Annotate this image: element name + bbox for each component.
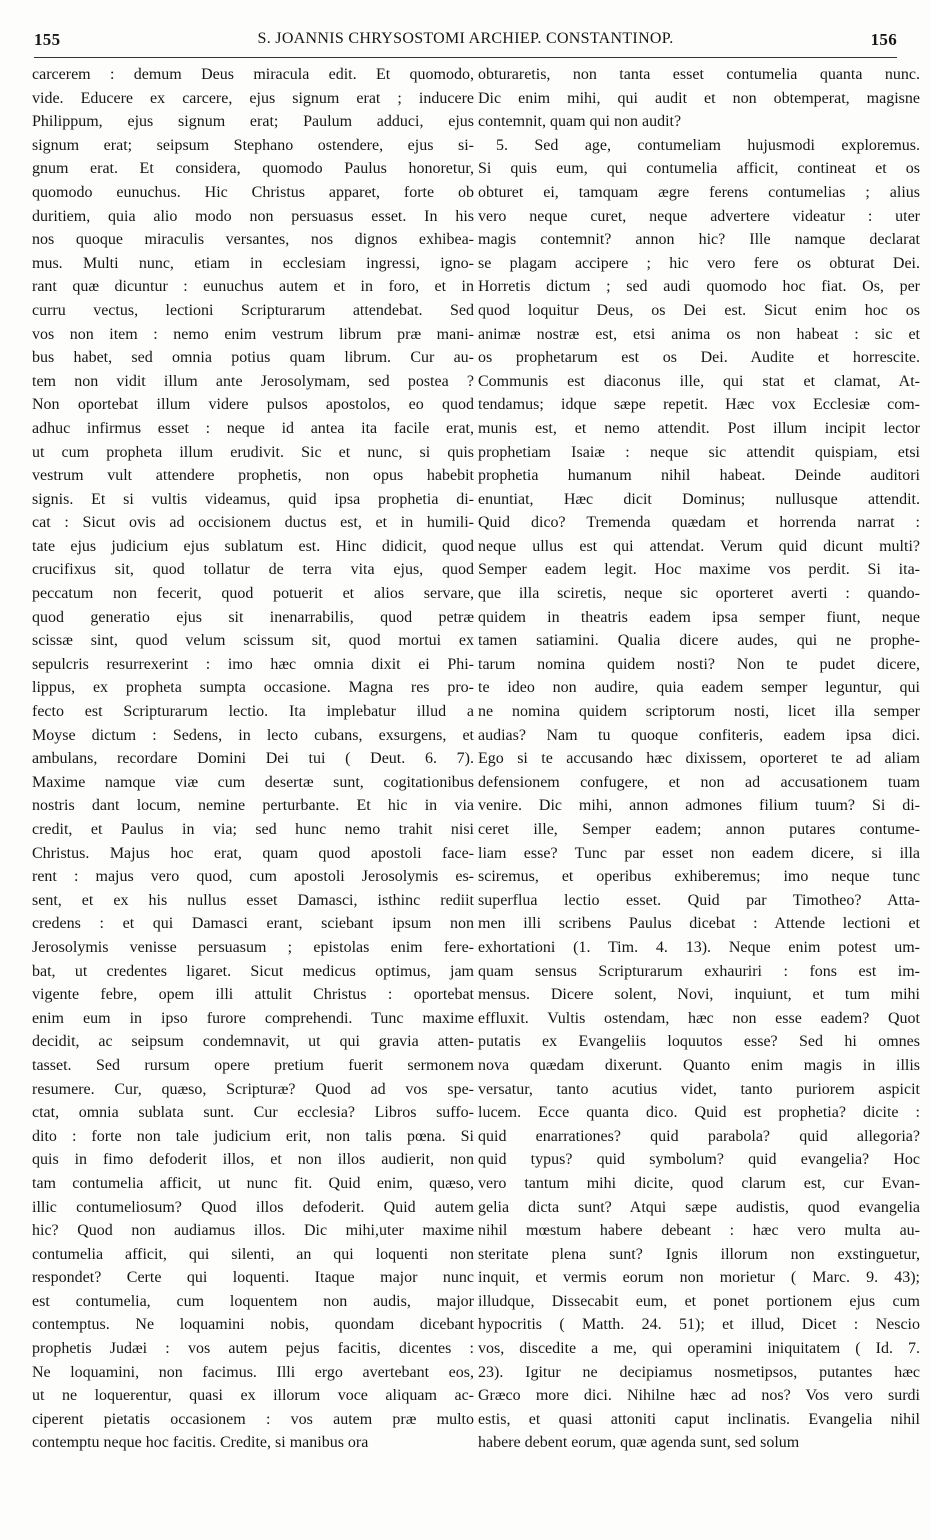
text-line: inquit, et vermis eorum non morietur ( Marc. 9. 43); bbox=[478, 1269, 920, 1287]
text-line: Philippum, ejus signum erat; Paulum adduci, ejus bbox=[32, 113, 474, 131]
text-line: tem non vidit illum ante Jerosolymam, sed postea ? bbox=[32, 372, 474, 390]
text-line: liam esse? Tunc par esset non eadem dicere, si illa bbox=[478, 844, 920, 862]
text-line: bat, ut credentes ligaret. Sicut medicus optimus, jam bbox=[32, 962, 474, 980]
text-line: Jerosolymis venisse persuasum ; epistolas enim fere- bbox=[32, 938, 474, 956]
text-line: quod generatio ejus sit inenarrabilis, quod petræ bbox=[32, 608, 474, 626]
text-line: est contumelia, cum loquentem non audis, major bbox=[32, 1292, 474, 1310]
text-line: duritiem, quia alio modo non persuasus esset. In his bbox=[32, 207, 474, 225]
text-line: enim eum in ipso furore comprehendi. Tunc maxime bbox=[32, 1009, 474, 1027]
text-line: audias? Nam tu quoque confiteris, eadem ipsa dici. bbox=[478, 726, 920, 744]
text-line: scissæ sint, quod velum scissum sit, quod mortui ex bbox=[32, 632, 474, 650]
running-header bbox=[34, 30, 897, 54]
text-line: versatur, tanto acutius videt, tanto puriorem aspicit bbox=[478, 1080, 920, 1098]
text-line: venire. Dic mihi, annon admones filium tuum? Si di- bbox=[478, 797, 920, 815]
text-line: mus. Multi nunc, etiam in ecclesiam ingressi, igno- bbox=[32, 254, 474, 272]
text-line: decidit, ac seipsum condemnavit, ut qui gravia atten- bbox=[32, 1033, 474, 1051]
text-line: contemptus. Ne loquamini nobis, quondam dicebant bbox=[32, 1316, 474, 1334]
text-line: prophetia humanum nihil habeat. Deinde auditori bbox=[478, 467, 920, 485]
text-line: cat : Sicut ovis ad occisionem ductus est, et in humili- bbox=[32, 514, 474, 532]
text-line: putatis ex Evangeliis loquutos esse? Sed hi omnes bbox=[478, 1033, 920, 1051]
text-line: prophetis Judæi : vos autem pejus facitis, dicentes : bbox=[32, 1340, 474, 1358]
text-line: vos non item : nemo enim vestrum librum præ mani- bbox=[32, 325, 474, 343]
text-line: contemnit, quam qui non audit? bbox=[478, 113, 682, 131]
text-line: estis, et quasi attoniti caput inclinatis. Evangelia nihil bbox=[478, 1410, 920, 1428]
text-line: ne nomina quidem scriptorum nosti, licet illa semper bbox=[478, 703, 920, 721]
text-line: exhortationi (1. Tim. 4. 13). Neque enim potest um- bbox=[478, 938, 920, 956]
text-line: mensus. Dicere solent, Novi, inquiunt, et tum mihi bbox=[478, 986, 920, 1004]
text-line: neque ullus est qui attendat. Verum quid dicunt multi? bbox=[478, 537, 920, 555]
text-line: adhuc infirmus esset : neque id antea ita facile erat, bbox=[32, 419, 474, 437]
text-line: dito : forte non tale judicium erit, non talis pœna. Si bbox=[32, 1127, 474, 1145]
text-line: superflua lectio esset. Quid par Timotheo? Atta- bbox=[478, 891, 920, 909]
text-line: resumere. Cur, quæso, Scripturæ? Quod ad vos spe- bbox=[32, 1080, 474, 1098]
text-line: ctat, omnia sublata sunt. Cur ecclesia? Libros suffo- bbox=[32, 1104, 474, 1122]
text-line: fecto est Scripturarum lectio. Ita implebatur illud a bbox=[32, 703, 474, 721]
text-line: obturaretis, non tanta esset contumelia quanta nunc. bbox=[478, 66, 920, 83]
text-line: Si quis eum, qui contumelia afficit, contineat et os bbox=[478, 160, 920, 178]
text-line: curru vectus, lectioni Scripturarum attendebat. Sed bbox=[32, 301, 474, 319]
text-line: signis. Et si vultis videamus, quid ipsa prophetia di- bbox=[32, 490, 474, 508]
text-line: magis contemnit? annon hic? Ille namque declarat bbox=[478, 231, 920, 249]
text-line: munis est, et nemo attendit. Post illum incipit lector bbox=[478, 419, 920, 437]
text-line: ut ne loquerentur, quasi ex illorum voce aliquam ac- bbox=[32, 1387, 474, 1405]
text-line: enuntiat, Hæc dicit Dominus; nullusque attendit. bbox=[478, 490, 920, 508]
text-line: Moyse dictum : Sedens, in lecto cubans, exsurgens, et bbox=[32, 726, 474, 744]
text-line: ambulans, recordare Domini Dei tui ( Deut. 6. 7). bbox=[32, 750, 474, 768]
text-line: 5. Sed age, contumeliam hujusmodi exploremus. bbox=[496, 136, 920, 154]
text-line: ciperent pietatis occasionem : vos autem præ multo bbox=[32, 1410, 474, 1428]
text-line: effluxit. Vultis ostendam, hæc non esse eadem? Quot bbox=[478, 1009, 920, 1027]
text-line: se plagam accipere ; hic vero fere os obturat Dei. bbox=[478, 254, 920, 272]
text-line: men illi scribens Paulus dicebat : Attende lectioni et bbox=[478, 915, 920, 933]
page-number-left: 155 bbox=[34, 30, 61, 49]
text-line: illic contumeliosum? Quod illos defoderit. Quid autem bbox=[32, 1198, 474, 1216]
text-line: te ideo non audire, quia eadem semper leguntur, qui bbox=[478, 679, 920, 697]
text-line: vero neque curet, neque advertere videatur : uter bbox=[478, 207, 920, 225]
text-line: sciremus, et operibus exhiberemus; imo neque tunc bbox=[478, 868, 920, 886]
text-line: vero tantum mihi dicite, quod clarum est, cur Evan- bbox=[478, 1174, 920, 1192]
text-line: peccatum non fecerit, quod potuerit et alios servare, bbox=[32, 585, 474, 603]
text-line: quam sensus Scripturarum exhauriri : fons est im- bbox=[478, 962, 920, 980]
text-line: crucifixus sit, quod tollatur de terra vita ejus, quod bbox=[32, 561, 474, 579]
text-line: obturet ei, tamquam ægre ferens contumelias ; alius bbox=[478, 183, 920, 201]
text-line: bus habet, sed omnia potius quam librum. Cur au- bbox=[32, 349, 474, 367]
text-line: sepulcris resurrexerint : imo hæc omnia dixit ei Phi- bbox=[32, 655, 474, 673]
text-line: quod loquitur Deus, os Dei est. Sicut enim hoc os bbox=[478, 301, 920, 319]
text-line: Græco more dici. Nihilne hæc ad nos? Vos vero surdi bbox=[478, 1387, 920, 1405]
text-line: tamen satiamini. Qualia dicere audes, qui ne prophe- bbox=[478, 632, 920, 650]
text-line: illudque, Dissecabit eum, et ponet portionem ejus cum bbox=[478, 1292, 920, 1310]
text-line: vos, discedite a me, qui operamini iniquitatem ( Id. 7. bbox=[478, 1340, 920, 1358]
text-line: Non oportebat illum videre pulsos apostolos, eo quod bbox=[32, 396, 474, 414]
text-line: ut cum propheta illum erudivit. Sic et nunc, si quis bbox=[32, 443, 474, 461]
text-line: rant quæ dicuntur : eunuchus autem et in foro, et in bbox=[32, 278, 474, 296]
text-line: tendamus; idque sæpe repetit. Hæc vox Ecclesiæ com- bbox=[478, 396, 920, 414]
header-rule bbox=[34, 57, 897, 58]
text-line: quis in fimo defoderit illos, et non illos audierit, non bbox=[32, 1151, 474, 1169]
text-line: animæ nostræ est, etsi anima os non habeat : sic et bbox=[478, 325, 920, 343]
text-line: vestrum vult attendere prophetis, non opus habebit bbox=[32, 467, 474, 485]
text-line: defensionem confugere, et non ad accusationem tuam bbox=[478, 773, 920, 791]
text-line: 23). Igitur ne decipiamus nosmetipsos, putantes hæc bbox=[478, 1363, 920, 1381]
text-line: nihil mœstum habere debeant : hæc vero multa au- bbox=[478, 1222, 920, 1240]
text-line: quid enarrationes? quid parabola? quid allegoria? bbox=[478, 1127, 920, 1145]
text-line: tarum nomina quidem nosti? Non te pudet dicere, bbox=[478, 655, 920, 673]
running-title: S. JOANNIS CHRYSOSTOMI ARCHIEP. CONSTANTINOP. bbox=[257, 30, 674, 47]
text-line: rent : majus vero quod, cum apostoli Jerosolymis es- bbox=[32, 868, 474, 886]
text-line: vigente febre, opem illi attulit Christus : oportebat bbox=[32, 986, 474, 1004]
text-line: que illa sciretis, neque sic oporteret averti : quando- bbox=[478, 585, 920, 603]
text-line: nos quoque miraculis versantes, nos dignos exhibea- bbox=[32, 231, 474, 249]
text-line: nova quædam dixerunt. Quanto enim magis in illis bbox=[478, 1056, 920, 1074]
text-line: prophetiam Isaiæ : neque sic attendit quispiam, etsi bbox=[478, 443, 920, 461]
text-line: tam contumelia afficit, ut nunc fit. Quid enim, quæso, bbox=[32, 1174, 474, 1192]
text-line: tate ejus judicium ejus sublatum est. Hinc didicit, quod bbox=[32, 537, 474, 555]
text-line: ceret ille, Semper eadem; annon putares contume- bbox=[478, 821, 920, 838]
text-line: contumelia afficit, qui silenti, an qui loquenti non bbox=[32, 1245, 474, 1263]
text-line: quomodo eunuchus. Hic Christus apparet, forte ob bbox=[32, 183, 474, 201]
text-line: vide. Educere ex carcere, ejus signum erat ; inducere bbox=[32, 89, 474, 107]
text-line: carcerem : demum Deus miracula edit. Et quomodo, bbox=[32, 66, 474, 83]
text-line: sent, et ex his nullus esset Damasci, isthinc rediit bbox=[32, 891, 474, 909]
text-line: lucem. Ecce quanta dico. Quid est prophetia? dicite : bbox=[478, 1104, 920, 1122]
text-line: Christus. Majus hoc erat, quam quod apostoli face- bbox=[32, 844, 474, 862]
text-line: quid typus? quid symbolum? quid evangelia? Hoc bbox=[478, 1151, 920, 1169]
text-line: os prophetarum est os Dei. Audite et horrescite. bbox=[478, 349, 920, 367]
text-line: Ego si te accusando hæc dixissem, oporteret te ad aliam bbox=[478, 750, 920, 768]
text-line: quidem in theatris eadem ipsa semper fiunt, neque bbox=[478, 608, 920, 626]
text-line: steritate plena sunt? Ignis illorum non exstinguetur, bbox=[478, 1245, 920, 1263]
text-line: tasset. Sed rursum opere pretium fuerit sermonem bbox=[32, 1056, 474, 1074]
text-line: respondet? Certe qui loquenti. Itaque major nunc bbox=[32, 1269, 474, 1287]
text-line: habere debent eorum, quæ agenda sunt, sed solum bbox=[478, 1434, 800, 1452]
text-line: hypocritis ( Matth. 24. 51); et illud, Dicet : Nescio bbox=[478, 1316, 920, 1334]
page-number-right: 156 bbox=[870, 30, 897, 49]
text-line: hic? Quod non audiamus illos. Dic mihi,uter maxime bbox=[32, 1222, 474, 1240]
text-line: credit, et Paulus in via; sed hunc nemo trahit nisi bbox=[32, 821, 474, 838]
text-line: gelia dicta sunt? Atqui sæpe audistis, quod evangelia bbox=[478, 1198, 920, 1216]
text-line: Quid dico? Tremenda quædam et horrenda narrat : bbox=[478, 514, 920, 532]
text-line: Maxime namque viæ cum desertæ sunt, cogitationibus bbox=[32, 773, 474, 791]
text-line: Semper eadem legit. Hoc maxime vos perdit. Si ita- bbox=[478, 561, 920, 579]
text-line: contemptu neque hoc facitis. Credite, si manibus ora bbox=[32, 1434, 369, 1452]
text-line: gnum erat. Et considera, quomodo Paulus honoretur, bbox=[32, 160, 474, 178]
text-column-right bbox=[478, 63, 920, 1455]
text-column-left bbox=[32, 63, 474, 1455]
text-line: signum erat; seipsum Stephano ostendere, ejus si- bbox=[32, 136, 474, 154]
text-line: Ne loquamini, non facimus. Illi ergo avertebant eos, bbox=[32, 1363, 474, 1381]
text-line: lippus, ex propheta sumpta occasione. Magna res pro- bbox=[32, 679, 474, 697]
text-line: Communis est diaconus ille, qui stat et clamat, At- bbox=[478, 372, 920, 390]
text-line: Dic enim mihi, qui audit et non obtemperat, magisne bbox=[478, 89, 920, 107]
text-line: credens : et qui Damasci erant, sciebant ipsum non bbox=[32, 915, 474, 933]
text-line: nostris dant locum, nemine perturbante. Et hic in via bbox=[32, 797, 474, 815]
text-line: Horretis dictum ; sed audi quomodo hoc fiat. Os, per bbox=[478, 278, 920, 296]
